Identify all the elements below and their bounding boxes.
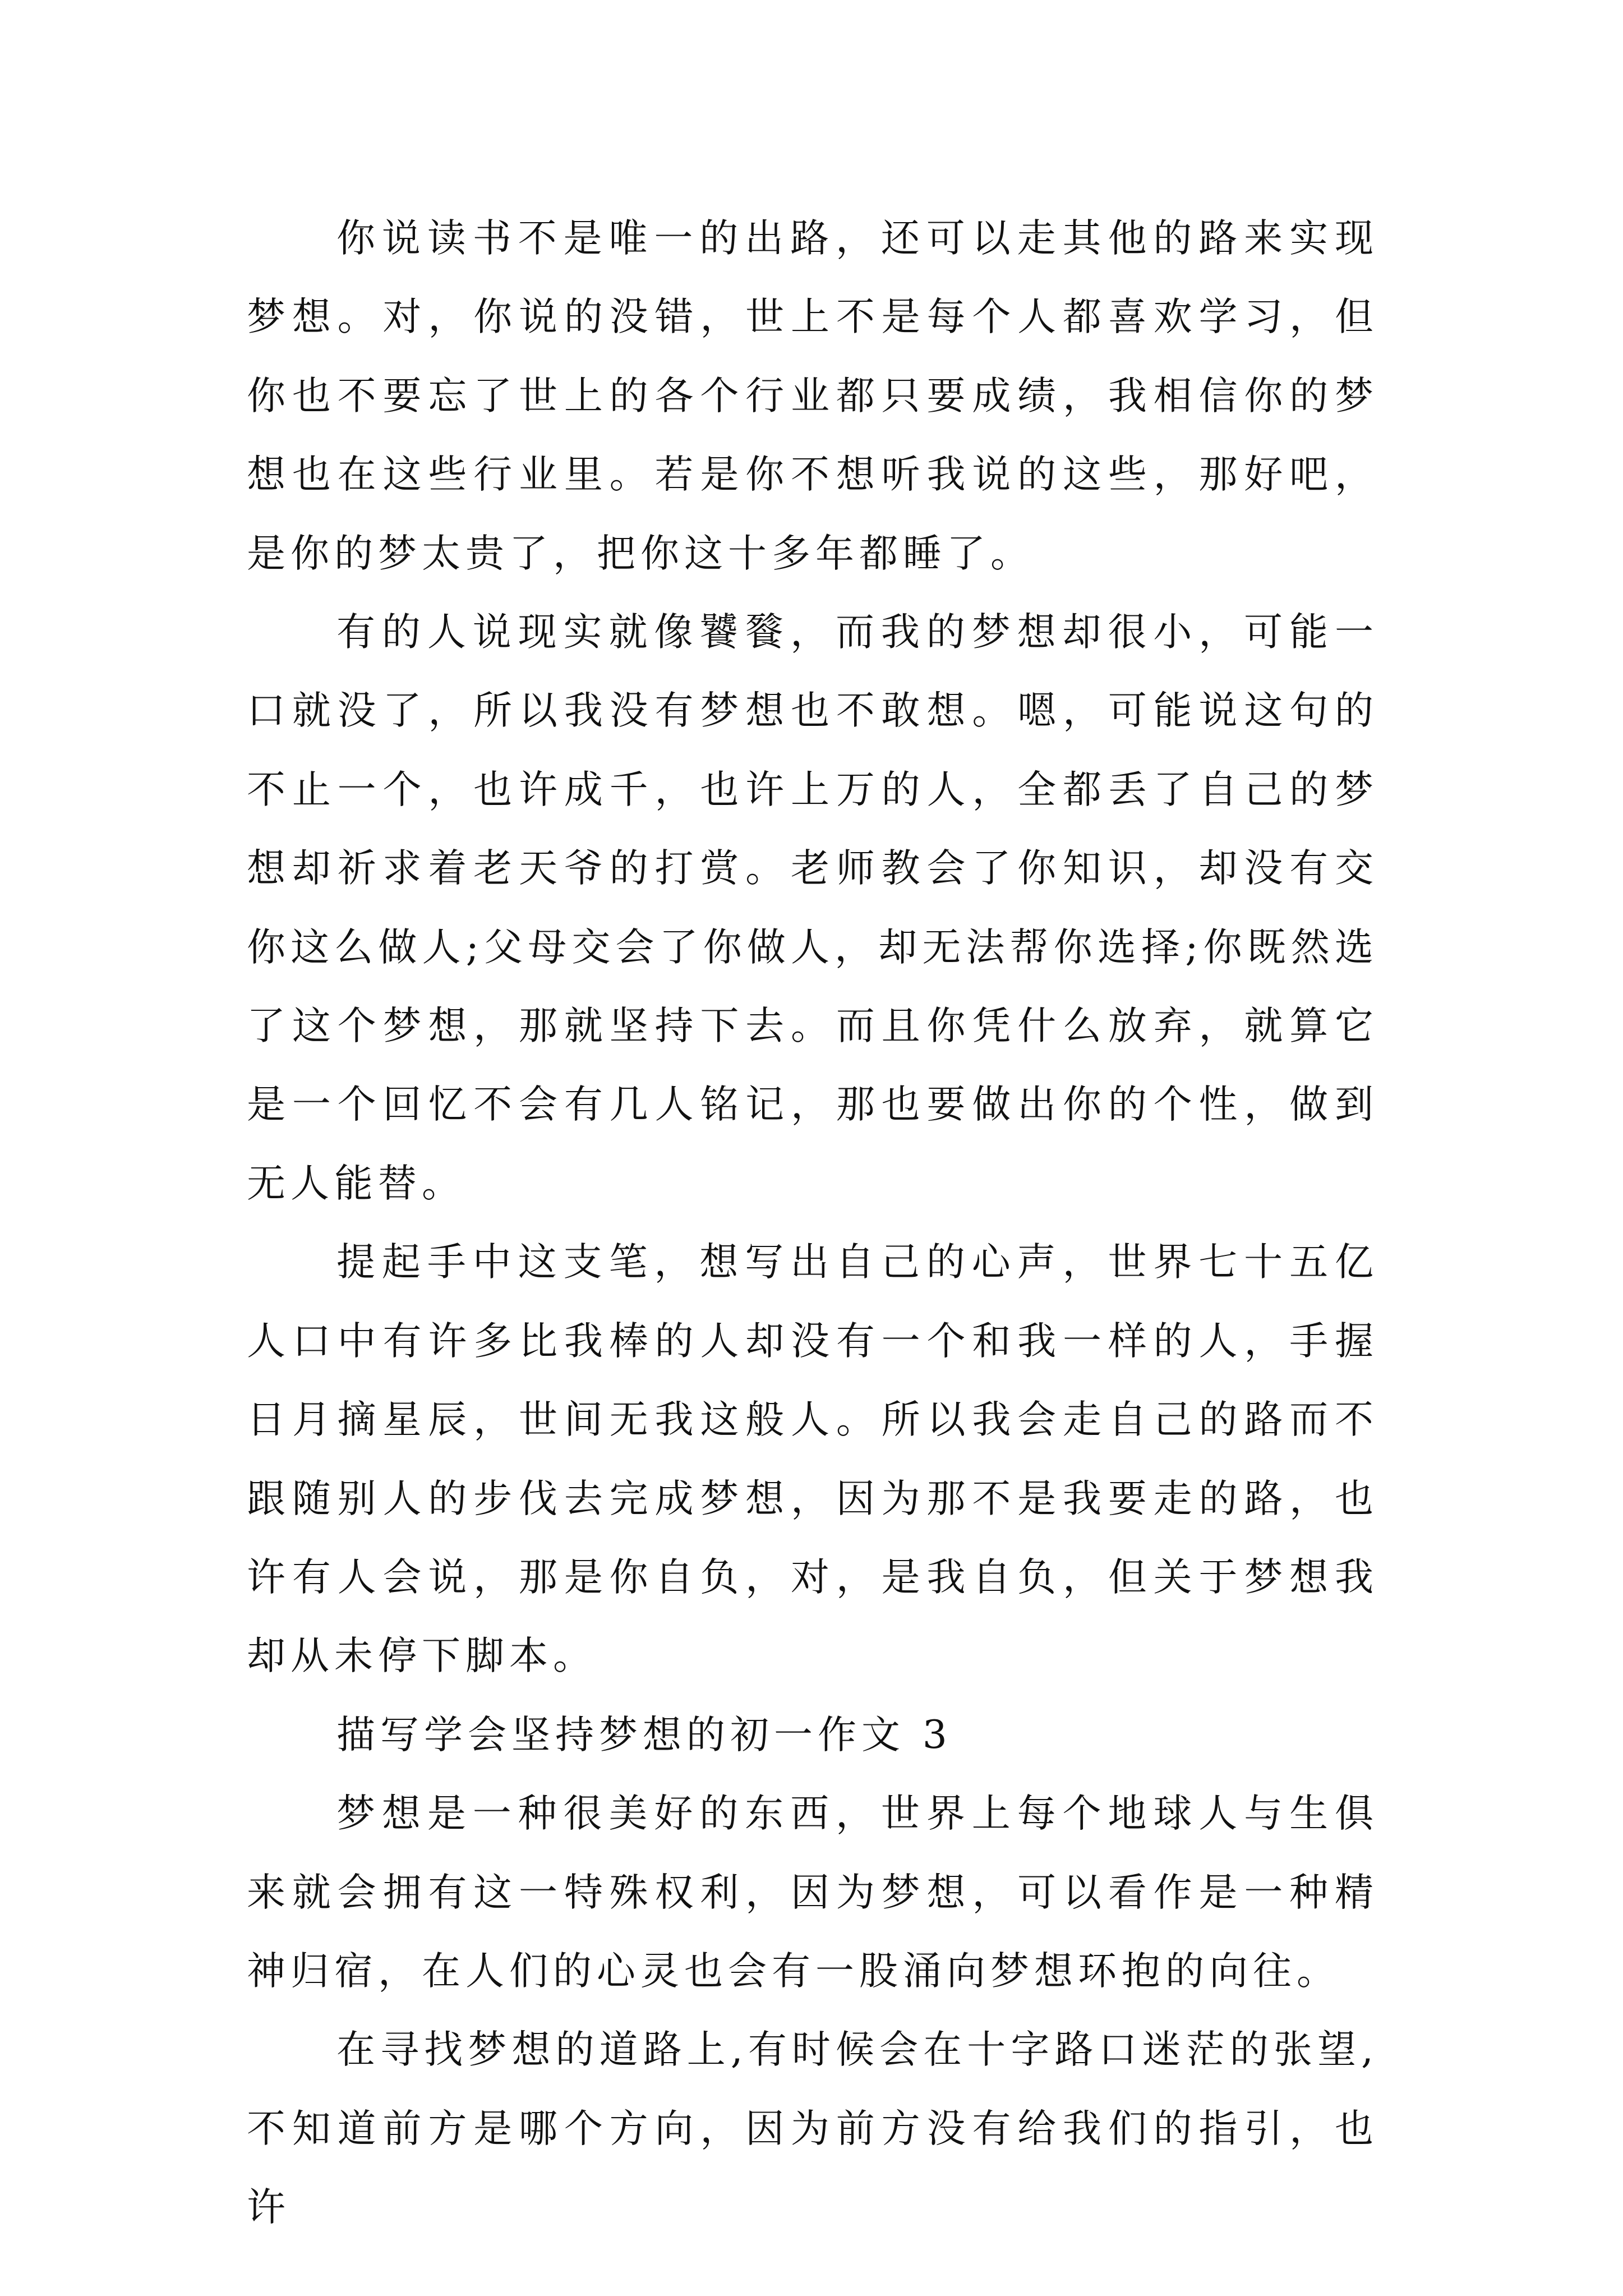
paragraph-4: 梦想是一种很美好的东西，世界上每个地球人与生俱来就会拥有这一特殊权利，因为梦想，可以看作是一种精神归宿，在人们的心灵也会有一股涌向梦想环抱的向往。 bbox=[247, 1791, 1378, 1994]
paragraph-3: 提起手中这支笔，想写出自己的心声，世界七十五亿人口中有许多比我棒的人却没有一个和我一样的人，手握日月摘星辰，世间无我这般人。所以我会走自己的路而不跟随别人的步伐去完成梦想，因为那不是我要走的路，也许有人会说，那是你自负，对，是我自负，但关于梦想我却从未停下脚本。 bbox=[247, 1240, 1378, 1679]
paragraph-1: 你说读书不是唯一的出路，还可以走其他的路来实现梦想。对，你说的没错，世上不是每个人都喜欢学习，但你也不要忘了世上的各个行业都只要成绩，我相信你的梦想也在这些行业里。若是你不想听我说的这些，那好吧，是你的梦太贵了，把你这十多年都睡了。 bbox=[247, 216, 1378, 576]
document-body bbox=[247, 199, 1378, 2247]
section-heading: 描写学会坚持梦想的初一作文 3 bbox=[336, 1712, 952, 1757]
paragraph-2: 有的人说现实就像饕餮，而我的梦想却很小，可能一口就没了，所以我没有梦想也不敢想。嗯，可能说这句的不止一个，也许成千，也许上万的人，全都丢了自己的梦想却祈求着老天爷的打赏。老师教会了你知识，却没有交你这么做人;父母交会了你做人，却无法帮你选择;你既然选了这个梦想，那就坚持下去。而且你凭什么放弃，就算它是一个回忆不会有几人铭记，那也要做出你的个性，做到无人能替。 bbox=[247, 610, 1378, 1206]
paragraph-5: 在寻找梦想的道路上,有时候会在十字路口迷茫的张望,不知道前方是哪个方向，因为前方没有给我们的指引，也许 bbox=[247, 2027, 1378, 2230]
